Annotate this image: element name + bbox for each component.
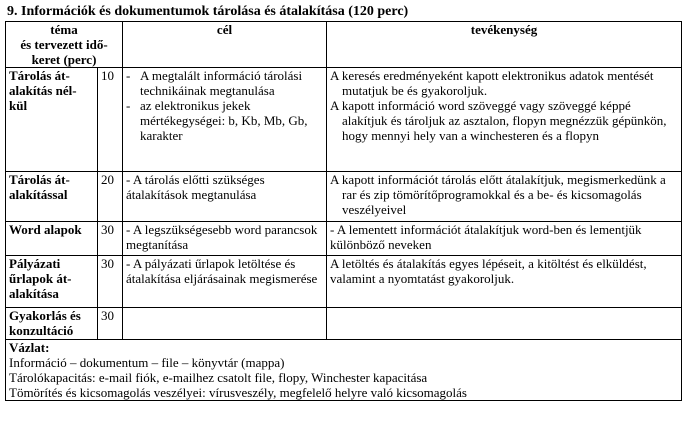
topic-cell: Tárolás át- alakítás nél- kül [6,68,98,172]
activity-cell [327,308,682,340]
table-row [6,308,682,340]
topic-cell: Pályázati űrlapok át- alakítása [6,256,98,308]
summary-line: Tárolókapacitás: e-mail fiók, e-mailhez csatolt file, flopy, Winchester kapacitása [9,370,428,385]
activity-cell: A keresés eredményeként kapott elektronikus adatok mentését mutatjuk be és gyakoroljuk. A kapott információ word szöveggé vagy szöveggé képpé alakítjuk és tároljuk az asztalon, flopyn megnézzük gépünkön, hogy mennyi hely van a winchesteren és a flopyn [327,68,682,172]
time-cell: 30 [98,256,123,308]
table-row [6,222,682,256]
time-cell: 30 [98,222,123,256]
lesson-plan-table [5,21,682,401]
topic-cell: Gyakorlás és konzultáció [6,308,98,340]
activity-cell: A kapott információt tárolás előtt átalakítjuk, megismerkedünk a rar és zip tömörítőprogramokkal és a be- és kicsomagolás veszélyeivel [327,172,682,222]
time-cell: 30 [98,308,123,340]
goal-cell: - A legszükségesebb word parancsok megtanítása [123,222,327,256]
summary-line: Információ – dokumentum – file – könyvtár (mappa) [9,355,285,370]
summary-cell [6,340,682,401]
table-row [6,172,682,222]
topic-cell: Tárolás át- alakítással [6,172,98,222]
summary-title: Vázlat: [9,340,50,355]
goal-item: - az elektronikus jekek mértékegységei: b, Kb, Mb, Gb, karakter [126,98,308,143]
header-row [6,22,682,68]
table-row [6,256,682,308]
header-activity: tevékenység [327,22,682,68]
activity-cell: A letöltés és átalakítás egyes lépéseit, a kitöltést és elküldést, valamint a nyomtatást gyakoroljuk. [327,256,682,308]
goal-cell: - A tárolás előtti szükséges átalakítások megtanulása [123,172,327,222]
goal-item: - A megtalált információ tárolási technikáinak megtanulása [126,68,303,98]
header-goal: cél [123,22,327,68]
time-cell: 10 [98,68,123,172]
header-topic: téma és tervezett idő- keret (perc) [6,22,123,68]
goal-cell [123,68,327,172]
activity-cell: - A lementett információt átalakítjuk word-ben és lementjük különböző neveken [327,222,682,256]
summary-row [6,340,682,401]
goal-cell [123,308,327,340]
goal-cell: - A pályázati űrlapok letöltése és átalakítása eljárásainak megismerése [123,256,327,308]
document-title: 9. Információk és dokumentumok tárolása és átalakítása (120 perc) [7,4,409,19]
topic-cell: Word alapok [6,222,98,256]
table-row [6,68,682,172]
time-cell: 20 [98,172,123,222]
summary-line: Tömörítés és kicsomagolás veszélyei: vírusveszély, megfelelő helyre való kicsomagolás [9,385,467,400]
